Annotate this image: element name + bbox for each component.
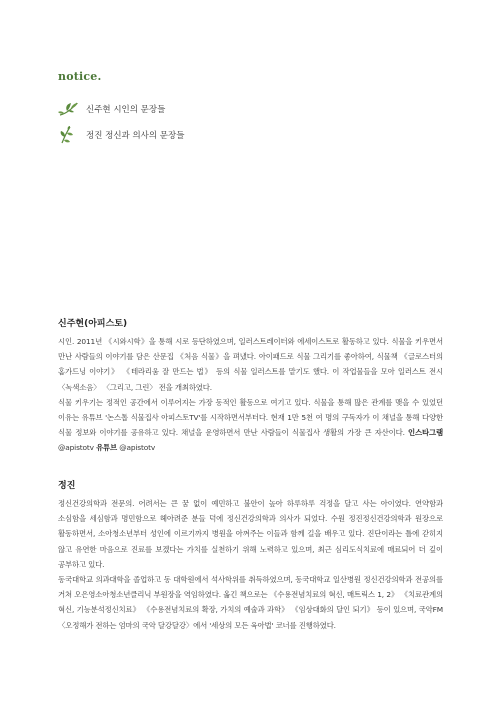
sprout-icon xyxy=(58,100,80,118)
leaf-branch-icon xyxy=(58,126,80,144)
author-bio-jeong xyxy=(58,478,443,633)
notice-item-jeong[interactable] xyxy=(58,122,438,148)
notice-item-label: 신주현 시인의 문장들 xyxy=(86,105,166,115)
bio-paragraph xyxy=(58,395,443,456)
author-bio-shin xyxy=(58,316,443,456)
youtube-label: 유튜브 xyxy=(96,443,118,453)
youtube-handle: @apistotv xyxy=(117,443,156,453)
author-name-heading: 신주현(아피스토) xyxy=(58,319,128,329)
bio-paragraph: 동국대학교 의과대학을 졸업하고 동 대학원에서 석사학위를 취득하였으며, 동국대학교 일산병원 정신건강의학과 전공의를 거쳐 오은영소아청소년클리닉 부원장을 역임하였다. 옮긴 책으로는 《수용전념치료의 혁신, 매트릭스 1, 2》 《치료관계의 혁신, 기능분석정신치료》 《수용전념치료의 확장, 가치의 예술과 과학》 《임상대화의 달인 되기》 등이 있으며, 국악FM 〈오정해가 전하는 엄마의 국악 달강달강〉에서 '세상의 모든 육아법' 코너를 진행하였다. xyxy=(58,575,443,630)
instagram-label: 인스타그램 xyxy=(408,428,443,438)
notice-list xyxy=(58,96,438,148)
instagram-handle: @apistotv xyxy=(58,443,97,453)
notice-title: notice. xyxy=(58,70,102,83)
notice-item-label: 정진 정신과 의사의 문장들 xyxy=(86,131,185,141)
author-name-heading: 정진 xyxy=(58,481,76,491)
bio-paragraph: 시인. 2011년 《시와시학》을 통해 시로 등단하였으며, 일러스트레이터와 에세이스트로 활동하고 있다. 식물을 키우면서 만난 사람들의 이야기를 담은 산문집 《처음 식물》을 펴냈다. 아이패드로 식물 그리기를 좋아하여, 식물책 《글로스터의 홈가드닝 이야기》 《테라리움 잘 만드는 법》 등의 식물 일러스트를 맡기도 했다. 이 작업물들을 모아 일러스트 전시 〈녹색소음〉 〈그리고, 그린〉 전을 개최하였다. xyxy=(58,337,443,392)
bio-text: 식물 키우기는 정적인 공간에서 이루어지는 가장 동적인 활동으로 여기고 있다. 식물을 통해 많은 관계를 맺을 수 있었던 이유는 유튜브 '논스톱 식물집사 아피스토TV'를 시작하면서부터다. 현재 1만 5천 여 명의 구독자가 이 채널을 통해 다양한 식물 정보와 이야기를 공유하고 있다. 채널을 운영하면서 만난 사람들이 식물집사 생활의 가장 큰 자산이다. xyxy=(58,397,443,438)
bio-paragraph: 정신건강의학과 전문의. 어려서는 큰 꿈 없이 예민하고 불안이 높아 하루하루 걱정을 달고 사는 아이였다. 연약함과 소심함을 세심함과 명민함으로 헤아려준 분들 덕에 정신건강의학과 의사가 되었다. 수원 정진정신건강의학과 원장으로 활동하면서, 소아청소년부터 성인에 이르기까지 병원을 아껴주는 이들과 함께 길을 배우고 있다. 진단이라는 틀에 갇히지 않고 유연한 마음으로 진료를 보겠다는 가치를 실천하기 위해 노력하고 있으며, 최근 심리도식치료에 매료되어 더 깊이 공부하고 있다. xyxy=(58,499,443,569)
notice-item-shin[interactable] xyxy=(58,96,438,122)
